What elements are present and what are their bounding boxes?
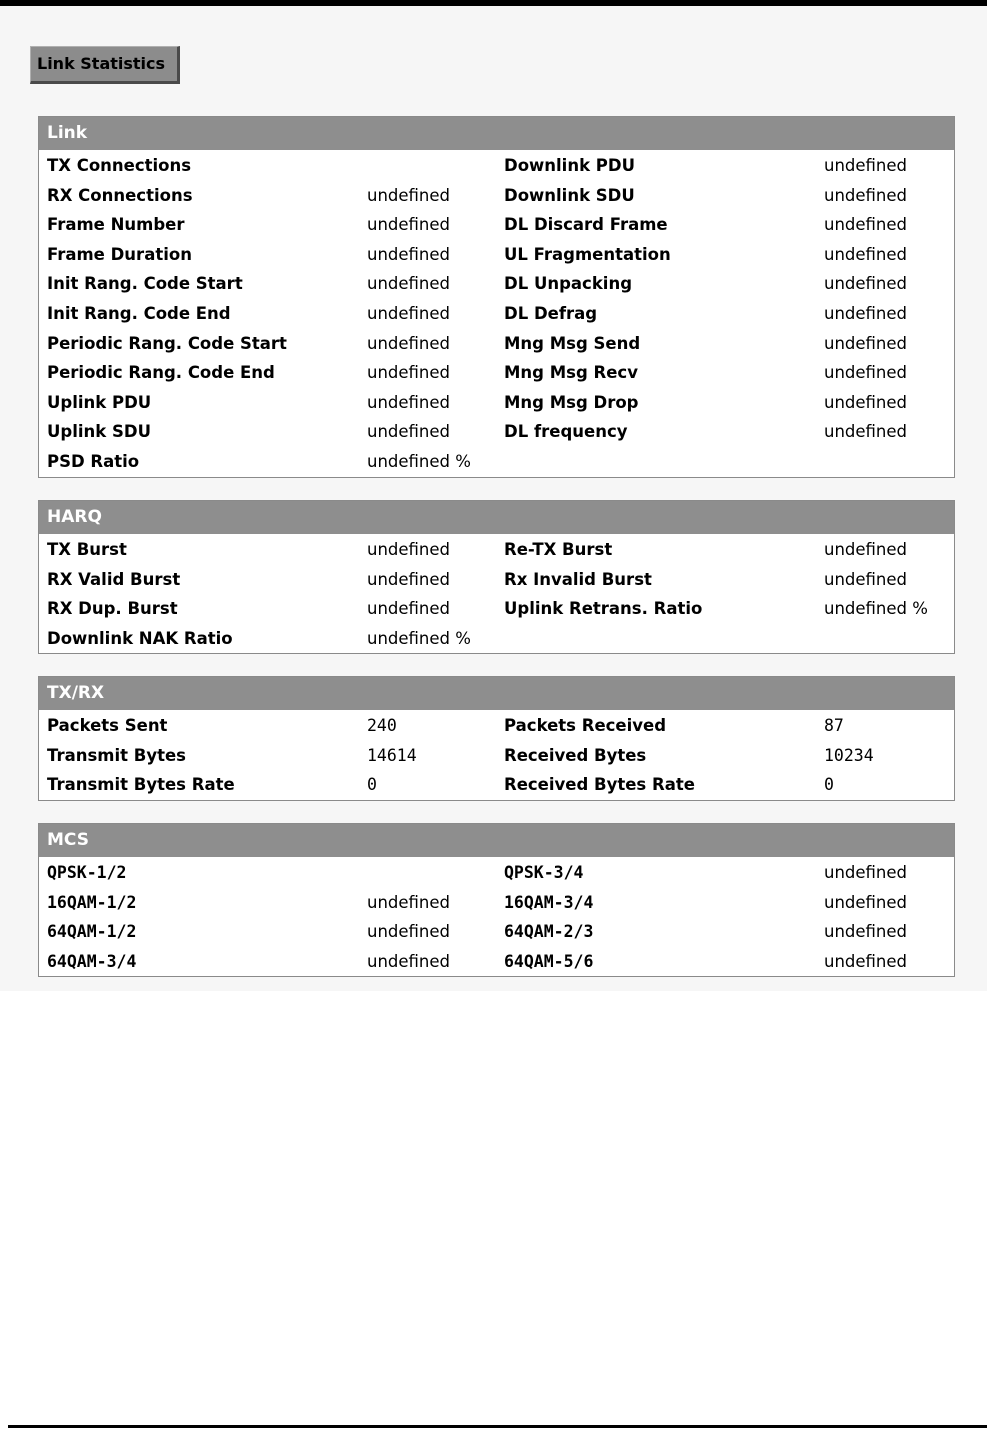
stat-value: undefined bbox=[367, 363, 451, 383]
stat-row bbox=[39, 565, 954, 595]
stat-label: TX Burst bbox=[47, 540, 127, 559]
stat-label: QPSK-1/2 bbox=[47, 863, 127, 882]
stat-value: undefined bbox=[824, 392, 908, 412]
stat-label: Transmit Bytes bbox=[47, 745, 186, 765]
stat-row bbox=[39, 151, 954, 181]
stat-row bbox=[39, 770, 954, 800]
stat-label: Uplink Retrans. Ratio bbox=[504, 599, 703, 619]
stat-label: DL frequency bbox=[504, 422, 628, 442]
page-title-tab[interactable]: Link Statistics bbox=[30, 46, 180, 84]
stat-value: undefined % bbox=[367, 451, 471, 471]
stat-label: Downlink NAK Ratio bbox=[47, 628, 233, 648]
stat-label: Init Rang. Code Start bbox=[47, 274, 243, 294]
stat-row bbox=[39, 594, 954, 624]
stat-label: Received Bytes bbox=[504, 745, 647, 765]
stat-value: undefined % bbox=[824, 599, 928, 619]
stat-label: Mng Msg Drop bbox=[504, 392, 639, 412]
stat-value: 0 bbox=[824, 775, 834, 795]
stat-label: Frame Duration bbox=[47, 244, 192, 264]
stat-row bbox=[39, 269, 954, 299]
stat-value: undefined bbox=[367, 922, 451, 942]
txrx-panel bbox=[38, 676, 955, 801]
stat-label: 16QAM-3/4 bbox=[504, 892, 594, 912]
panel-header: HARQ bbox=[39, 501, 954, 534]
stat-value: undefined bbox=[367, 185, 451, 205]
stat-row bbox=[39, 181, 954, 211]
stat-label: PSD Ratio bbox=[47, 451, 140, 471]
panel-header: Link bbox=[39, 117, 954, 150]
stat-label: Re-TX Burst bbox=[504, 540, 613, 559]
stat-value: undefined bbox=[367, 303, 451, 323]
stat-value: undefined bbox=[367, 215, 451, 235]
stat-label: 64QAM-3/4 bbox=[47, 951, 137, 971]
stat-value: undefined bbox=[824, 892, 908, 912]
stat-label: 64QAM-5/6 bbox=[504, 951, 594, 971]
stat-label: Received Bytes Rate bbox=[504, 775, 695, 795]
stat-label: 16QAM-1/2 bbox=[47, 892, 137, 912]
stat-row bbox=[39, 358, 954, 388]
stat-value: undefined bbox=[824, 333, 908, 353]
stat-value: undefined bbox=[824, 951, 908, 971]
stat-value: undefined bbox=[824, 363, 908, 383]
stat-label: Transmit Bytes Rate bbox=[47, 775, 235, 795]
stat-value: undefined bbox=[367, 244, 451, 264]
panel-header: MCS bbox=[39, 824, 954, 857]
stat-label: RX Connections bbox=[47, 185, 193, 205]
stat-row bbox=[39, 917, 954, 947]
stat-label: Periodic Rang. Code Start bbox=[47, 333, 287, 353]
stat-label: Downlink PDU bbox=[504, 156, 635, 175]
stat-label: 64QAM-1/2 bbox=[47, 922, 137, 942]
stat-label: Periodic Rang. Code End bbox=[47, 363, 275, 383]
stat-label: DL Defrag bbox=[504, 303, 598, 323]
stat-value: undefined bbox=[824, 303, 908, 323]
stat-value: undefined bbox=[824, 922, 908, 942]
stat-row bbox=[39, 947, 954, 977]
stat-value: undefined bbox=[824, 863, 908, 882]
stat-label: Uplink PDU bbox=[47, 392, 152, 412]
stat-label: Packets Sent bbox=[47, 716, 168, 735]
stat-value: undefined bbox=[824, 274, 908, 294]
stat-label: DL Discard Frame bbox=[504, 215, 668, 235]
stat-value: undefined bbox=[367, 951, 451, 971]
stat-label: Init Rang. Code End bbox=[47, 303, 231, 323]
stat-row bbox=[39, 299, 954, 329]
stat-label: RX Dup. Burst bbox=[47, 599, 178, 619]
stat-value: undefined bbox=[824, 422, 908, 442]
stat-label: 64QAM-2/3 bbox=[504, 922, 594, 942]
stat-value: 14614 bbox=[367, 745, 417, 765]
stat-label: Frame Number bbox=[47, 215, 185, 235]
stat-label: Uplink SDU bbox=[47, 422, 151, 442]
stat-row bbox=[39, 741, 954, 771]
stat-value: undefined % bbox=[367, 628, 471, 648]
stat-row bbox=[39, 210, 954, 240]
stat-label: Downlink SDU bbox=[504, 185, 635, 205]
stat-value: 240 bbox=[367, 716, 397, 735]
stat-label: QPSK-3/4 bbox=[504, 863, 584, 882]
stat-value: undefined bbox=[824, 156, 908, 175]
panel-header: TX/RX bbox=[39, 677, 954, 710]
stat-label: DL Unpacking bbox=[504, 274, 633, 294]
mcs-panel bbox=[38, 823, 955, 977]
stat-value: 0 bbox=[367, 775, 377, 795]
stat-row bbox=[39, 888, 954, 918]
link-panel bbox=[38, 116, 955, 478]
stat-value: undefined bbox=[824, 185, 908, 205]
stat-label: RX Valid Burst bbox=[47, 569, 181, 589]
stat-value: undefined bbox=[367, 392, 451, 412]
stat-label: UL Fragmentation bbox=[504, 244, 671, 264]
stat-label: Packets Received bbox=[504, 716, 667, 735]
stat-value: undefined bbox=[824, 244, 908, 264]
stat-value: undefined bbox=[367, 333, 451, 353]
stat-value: undefined bbox=[367, 422, 451, 442]
stat-value: 87 bbox=[824, 716, 844, 735]
bottom-rule bbox=[8, 1425, 987, 1428]
stat-label: Mng Msg Recv bbox=[504, 363, 638, 383]
stat-row bbox=[39, 711, 954, 741]
stat-value: undefined bbox=[367, 892, 451, 912]
stat-value: undefined bbox=[367, 599, 451, 619]
stat-value: undefined bbox=[367, 540, 451, 559]
stat-row bbox=[39, 388, 954, 418]
stat-label: Rx Invalid Burst bbox=[504, 569, 652, 589]
stat-row bbox=[39, 417, 954, 447]
stat-row bbox=[39, 624, 954, 654]
stat-row bbox=[39, 240, 954, 270]
stat-label: Mng Msg Send bbox=[504, 333, 641, 353]
stat-row bbox=[39, 858, 954, 888]
stat-value: 10234 bbox=[824, 745, 874, 765]
stat-row bbox=[39, 447, 954, 477]
stat-value: undefined bbox=[367, 274, 451, 294]
stat-label: TX Connections bbox=[47, 156, 192, 175]
stat-value: undefined bbox=[367, 569, 451, 589]
stat-value: undefined bbox=[824, 569, 908, 589]
harq-panel bbox=[38, 500, 955, 654]
stat-value: undefined bbox=[824, 215, 908, 235]
stat-row bbox=[39, 329, 954, 359]
stat-row bbox=[39, 535, 954, 565]
stat-value: undefined bbox=[824, 540, 908, 559]
